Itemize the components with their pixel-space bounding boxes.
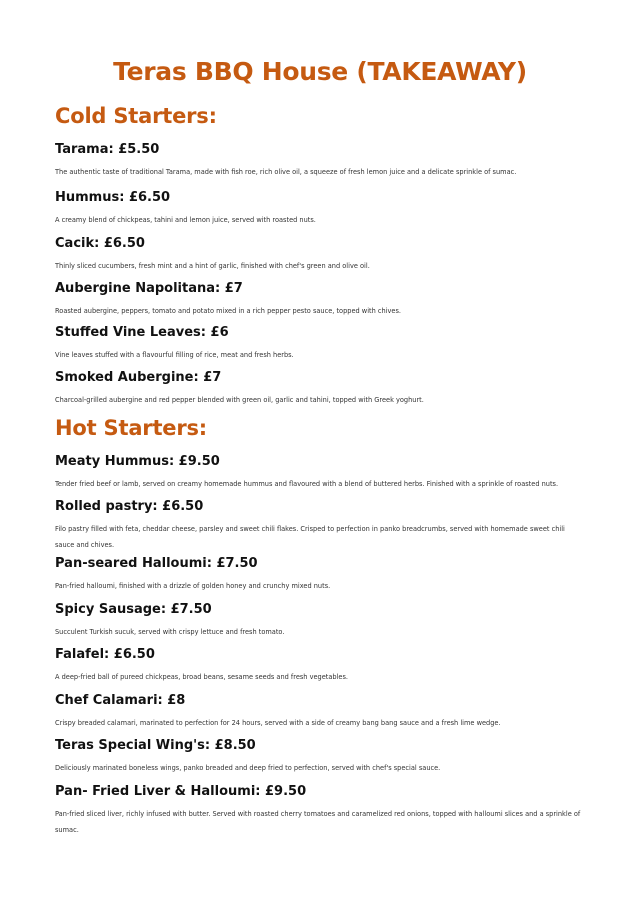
- menu-item-name: Chef Calamari: £8: [55, 693, 186, 708]
- menu-item: [55, 141, 585, 181]
- menu-item-description: Roasted aubergine, peppers, tomato and potato mixed in a rich pepper pesto sauce, topped with chives.: [55, 307, 402, 315]
- menu-item-description: Succulent Turkish sucuk, served with crispy lettuce and fresh tomato.: [55, 628, 285, 636]
- menu-item: [55, 369, 585, 409]
- menu-item-name: Meaty Hummus: £9.50: [55, 454, 220, 469]
- menu-item-description: Filo pastry filled with feta, cheddar cheese, parsley and sweet chili flakes. Crisped to perfection in panko breadcrumbs, served with homemade sweet chili sauce and chives.: [55, 525, 565, 549]
- menu-item-description: Tender fried beef or lamb, served on creamy homemade hummus and flavoured with a blend of buttered herbs. Finished with a sprinkle of roasted nuts.: [55, 480, 559, 488]
- menu-item: [55, 235, 585, 275]
- menu-item: [55, 324, 585, 364]
- menu-item: [55, 189, 585, 229]
- menu-item: [55, 646, 585, 686]
- menu-item-description: Deliciously marinated boneless wings, panko breaded and deep fried to perfection, served with chef's special sauce.: [55, 764, 441, 772]
- menu-item-description: Vine leaves stuffed with a flavourful filling of rice, meat and fresh herbs.: [55, 351, 294, 359]
- menu-item-name: Falafel: £6.50: [55, 647, 155, 662]
- menu-item: [55, 737, 585, 777]
- menu-item: [55, 555, 585, 595]
- menu-item-name: Pan-seared Halloumi: £7.50: [55, 556, 258, 571]
- menu-item-description: A deep-fried ball of pureed chickpeas, broad beans, sesame seeds and fresh vegetables.: [55, 673, 349, 681]
- menu-item-name: Rolled pastry: £6.50: [55, 499, 204, 514]
- menu-item-name: Smoked Aubergine: £7: [55, 370, 222, 385]
- menu-item-description: Pan-fried halloumi, finished with a drizzle of golden honey and crunchy mixed nuts.: [55, 582, 331, 590]
- menu-item-name: Spicy Sausage: £7.50: [55, 602, 212, 617]
- section-heading-cold-starters: Cold Starters:: [55, 104, 217, 128]
- menu-item-description: The authentic taste of traditional Tarama, made with fish roe, rich olive oil, a squeeze of fresh lemon juice and a delicate sprinkle of sumac.: [55, 168, 517, 176]
- menu-item-description: Charcoal-grilled aubergine and red pepper blended with green oil, garlic and tahini, topped with Greek yoghurt.: [55, 396, 424, 404]
- menu-item-name: Aubergine Napolitana: £7: [55, 281, 243, 296]
- section-heading-hot-starters: Hot Starters:: [55, 416, 207, 440]
- menu-item: [55, 498, 585, 553]
- page-title: Teras BBQ House (TAKEAWAY): [113, 57, 527, 86]
- menu-item-name: Hummus: £6.50: [55, 190, 171, 205]
- menu-item: [55, 783, 585, 838]
- menu-item-description: Pan-fried sliced liver, richly infused with butter. Served with roasted cherry tomatoes and caramelized red onions, topped with halloumi slices and a sprinkle of sumac.: [55, 810, 581, 834]
- menu-item-name: Tarama: £5.50: [55, 142, 160, 157]
- menu-item-name: Pan- Fried Liver & Halloumi: £9.50: [55, 784, 307, 799]
- menu-item: [55, 601, 585, 641]
- menu-item: [55, 692, 585, 732]
- menu-item-description: A creamy blend of chickpeas, tahini and lemon juice, served with roasted nuts.: [55, 216, 316, 224]
- menu-item-description: Crispy breaded calamari, marinated to perfection for 24 hours, served with a side of creamy bang bang sauce and a fresh lime wedge.: [55, 719, 501, 727]
- menu-item: [55, 453, 585, 493]
- menu-item-name: Teras Special Wing's: £8.50: [55, 738, 256, 753]
- menu-item: [55, 280, 585, 320]
- menu-item-description: Thinly sliced cucumbers, fresh mint and a hint of garlic, finished with chef's green and olive oil.: [55, 262, 370, 270]
- menu-item-name: Stuffed Vine Leaves: £6: [55, 325, 229, 340]
- menu-item-name: Cacik: £6.50: [55, 236, 145, 251]
